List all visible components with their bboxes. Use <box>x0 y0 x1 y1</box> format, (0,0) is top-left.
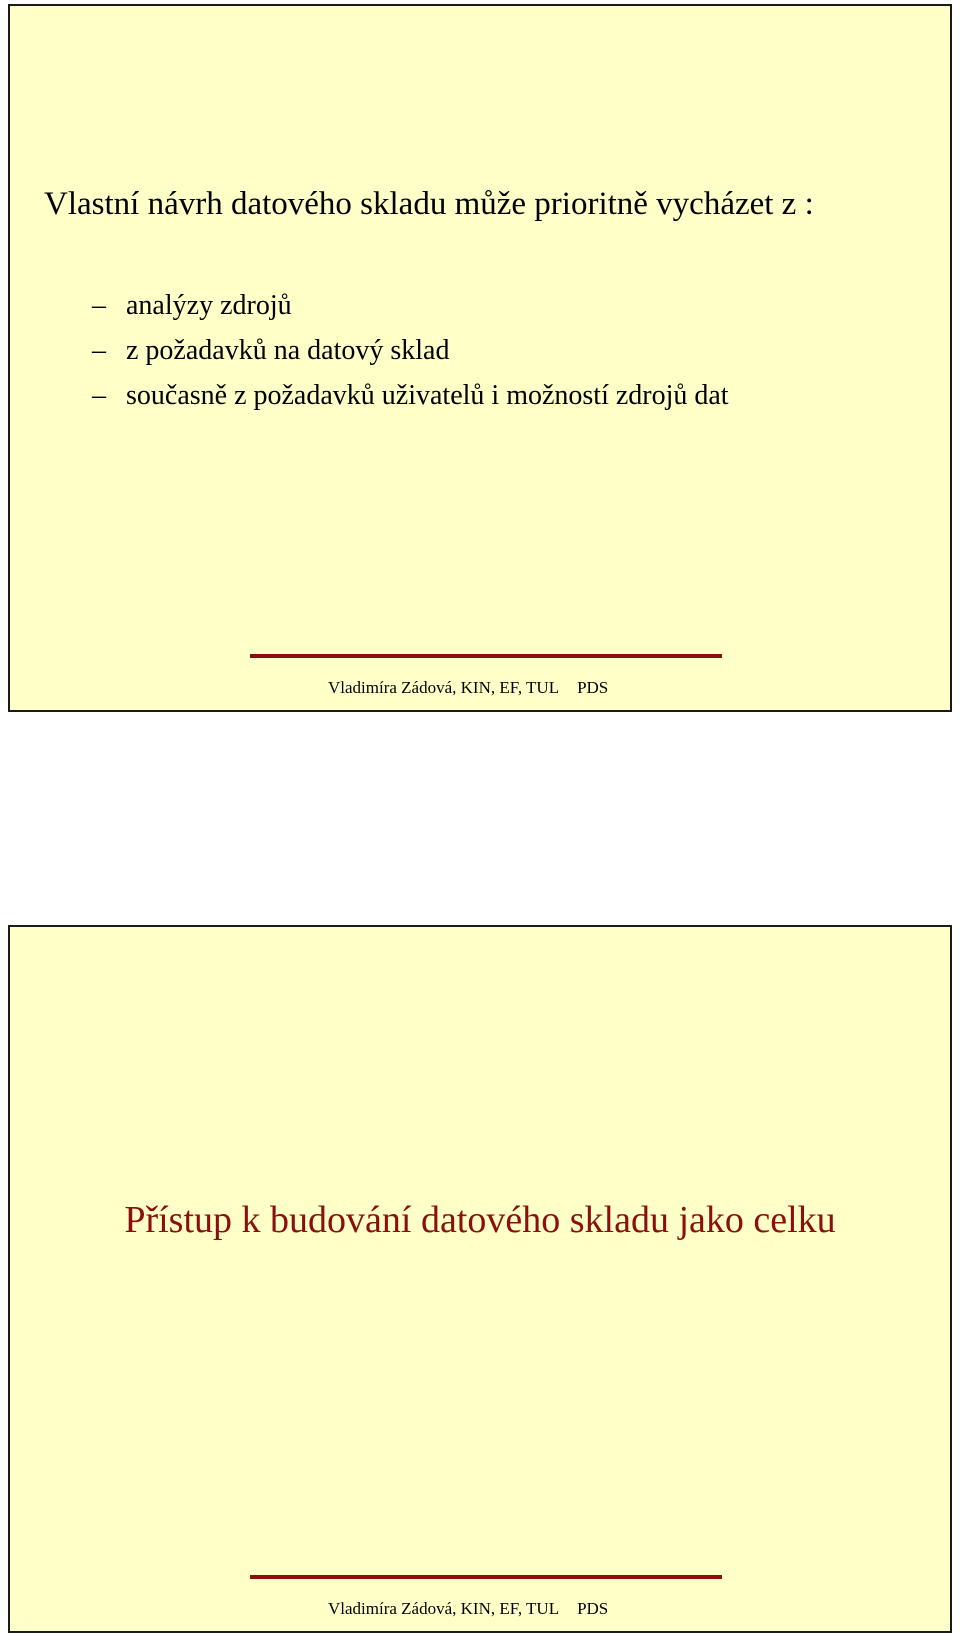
bullet-item <box>92 373 729 418</box>
footer-rule <box>250 1575 722 1579</box>
slide-2 <box>8 925 952 1633</box>
bullet-list <box>92 283 729 418</box>
bullet-text: současně z požadavků uživatelů i možností zdrojů dat <box>126 380 729 411</box>
slide-footer <box>328 1599 608 1619</box>
slide-footer <box>328 678 608 698</box>
bullet-dash: – <box>92 335 106 366</box>
footer-author: Vladimíra Zádová, KIN, EF, TUL <box>328 678 560 697</box>
bullet-item <box>92 283 729 328</box>
bullet-dash: – <box>92 290 106 321</box>
footer-code: PDS <box>577 678 609 697</box>
bullet-item <box>92 328 729 373</box>
footer-rule <box>250 654 722 658</box>
bullet-dash: – <box>92 380 106 411</box>
bullet-text: z požadavků na datový sklad <box>126 335 450 366</box>
slide-title: Vlastní návrh datového skladu může prioritně vycházet z : <box>44 186 814 222</box>
slide-1 <box>8 4 952 712</box>
bullet-text: analýzy zdrojů <box>126 290 292 321</box>
footer-author: Vladimíra Zádová, KIN, EF, TUL <box>328 1599 560 1618</box>
footer-code: PDS <box>577 1599 609 1618</box>
section-title: Přístup k budování datového skladu jako celku <box>124 1199 836 1241</box>
